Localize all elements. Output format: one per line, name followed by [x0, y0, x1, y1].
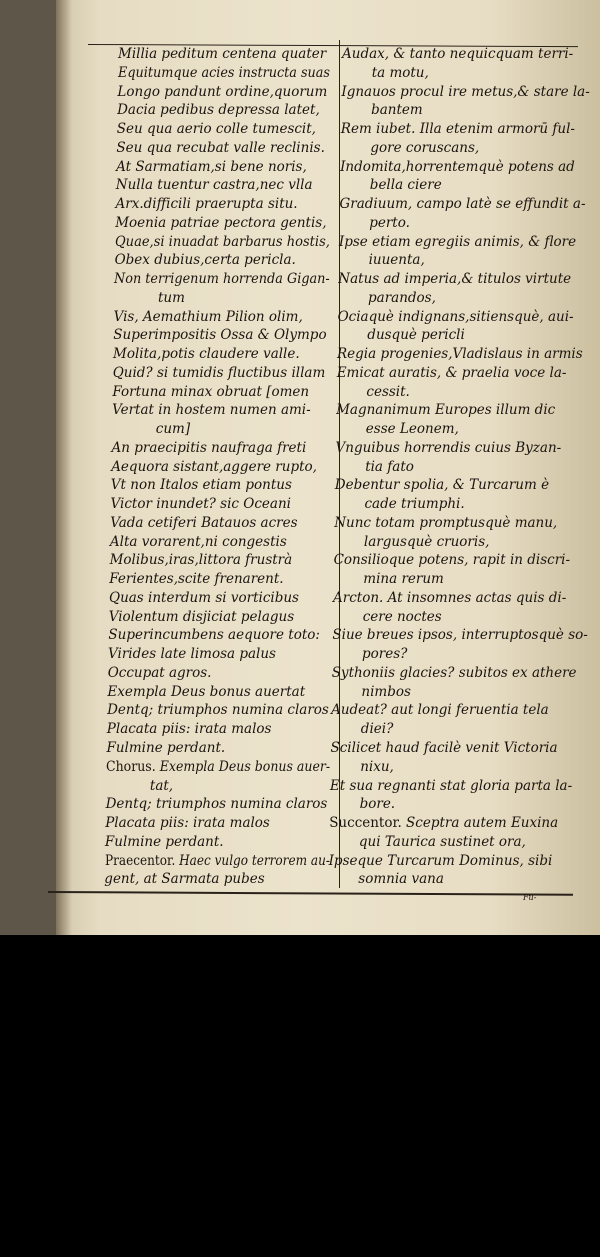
verse-line: Dentq; triumphos numina claros: [107, 702, 329, 719]
verse-line: Superincumbens aequore toto:: [108, 627, 320, 644]
verse-line: Magnanimum Europes illum dic: [336, 402, 556, 419]
verse-line: gore coruscans,: [370, 139, 480, 156]
verse-line: Consilioque potens, rapit in discri-: [333, 552, 571, 569]
verse-line: Fulmine perdant.: [106, 740, 226, 756]
catchword: Fu-: [523, 893, 537, 902]
verse-line: Fulmine perdant.: [104, 833, 224, 850]
verse-line: bore.: [359, 796, 396, 813]
verse-line: Molita,potis claudere valle.: [113, 346, 300, 363]
verse-line: diei?: [360, 721, 394, 738]
verse-line: iuuenta,: [368, 252, 425, 269]
verse-line: Sythoniis glacies? subitos ex athere: [331, 664, 577, 681]
verse-line: Virides late limosa palus: [108, 646, 276, 663]
verse-line: Et sua regnanti stat gloria parta la-: [329, 777, 573, 794]
verse-line: Placata piis: irata malos: [105, 815, 270, 831]
verse-line: Equitumque acies instructa suas: [117, 64, 330, 81]
verse-line: Longo pandunt ordine,quorum: [117, 83, 328, 100]
verse-line: Moenia patriae pectora gentis,: [115, 214, 327, 231]
verse-line: bantem: [371, 102, 423, 119]
verse-line: Ferientes,scite frenarent.: [109, 571, 284, 588]
verse-line: Audeat? aut longi feruentia tela: [331, 702, 549, 719]
verse-line: Vis, Aemathium Pilion olim,: [113, 308, 303, 325]
verse-line: Vnguibus horrendis cuius Byzan-: [335, 439, 562, 456]
verse-line: Vada cetiferi Batauos acres: [110, 514, 298, 531]
verse-line: Obex dubius,certa pericla.: [114, 252, 296, 269]
verse-line: somnia vana: [358, 871, 444, 888]
verse-line: perto.: [369, 214, 410, 231]
verse-line: Dacia pedibus depressa latet,: [117, 102, 320, 119]
verse-line: Fortuna minax obruat [omen: [112, 383, 310, 400]
verse-line: Victor inundet? sic Oceani: [110, 496, 291, 513]
verse-line: Millia peditum centena quater: [118, 46, 327, 62]
verse-line: Gradiuum, campo latè se effundit a-: [339, 196, 586, 212]
verse-line: bella ciere: [369, 177, 442, 194]
verse-line: Dentq; triumphos numina claros: [105, 796, 328, 813]
verse-line: Audax, & tanto nequicquam terri-: [342, 46, 574, 62]
verse-line: Ipseque Turcarum Dominus, sibi: [328, 852, 553, 869]
verse-line: An praecipitis naufraga freti: [111, 439, 307, 456]
verse-line: Quae,si inuadat barbarus hostis,: [114, 233, 330, 250]
verse-line: Chorus. Exempla Deus bonus auer-: [106, 758, 331, 775]
verse-line: Debentur spolia, & Turcarum è: [334, 477, 550, 494]
verse-line: Vt non Italos etiam pontus: [110, 477, 292, 494]
verse-line: Exempla Deus bonus auertat: [107, 683, 306, 700]
verse-line: At Sarmatiam,si bene noris,: [116, 158, 307, 175]
verse-line: Alta vorarent,ni congestis: [109, 533, 287, 550]
verse-line: Nunc totam promptusquè manu,: [334, 514, 558, 531]
verse-line: Ignauos procul ire metus,& stare la-: [341, 83, 590, 100]
verse-line: tia fato: [365, 458, 414, 475]
verse-line: Praecentor. Haec vulgo terrorem au-: [104, 852, 330, 869]
verse-line: Arcton. At insomnes actas quis di-: [333, 589, 567, 606]
verse-line: nimbos: [361, 683, 411, 700]
verse-line: Ipse etiam egregiis animis, & flore: [338, 233, 577, 250]
verse-line: Superimpositis Ossa & Olympo: [113, 327, 327, 344]
verse-line: esse Leonem,: [365, 421, 459, 438]
verse-line: tat,: [149, 777, 174, 794]
verse-line: Quid? si tumidis fluctibus illam: [112, 364, 326, 381]
verse-line: Siue breues ipsos, interruptosquè so-: [332, 627, 588, 644]
verse-line: Ociaquè indignans,sitiensquè, aui-: [337, 308, 574, 325]
verse-line: tum: [158, 289, 185, 306]
verse-line: Rem iubet. Illa etenim armorū ful-: [340, 121, 575, 137]
verse-line: Succentor. Sceptra autem Euxina: [329, 815, 559, 831]
verse-line: mina rerum: [363, 571, 444, 588]
verse-line: Vertat in hostem numen ami-: [112, 402, 311, 419]
verse-line: cade triumphi.: [364, 496, 465, 513]
verse-line: cere noctes: [362, 608, 442, 625]
verse-line: Indomita,horrentemquè potens ad: [340, 158, 575, 175]
verse-line: Quas interdum si vorticibus: [109, 589, 299, 606]
verse-line: gent, at Sarmata pubes: [104, 871, 265, 888]
verse-line: parandos,: [368, 289, 436, 306]
gutter-shadow: [56, 0, 72, 935]
verse-line: Regia progenies,Vladislaus in armis: [337, 346, 583, 363]
verse-line: nixu,: [360, 758, 394, 775]
verse-line: Violentum disjiciat pelagus: [108, 608, 295, 625]
verse-line: pores?: [362, 646, 408, 663]
verse-line: Arx.difficili praerupta situ.: [115, 196, 298, 212]
verse-line: Occupat agros.: [107, 664, 212, 681]
verse-line: cum]: [155, 421, 191, 438]
verse-line: qui Taurica sustinet ora,: [358, 833, 526, 850]
verse-line: Non terrigenum horrenda Gigan-: [114, 271, 331, 288]
verse-line: Scilicet haud facilè venit Victoria: [330, 740, 558, 756]
verse-line: largusquè cruoris,: [363, 533, 490, 550]
verse-line: Molibus,iras,littora frustrà: [109, 552, 293, 569]
verse-line: Seu qua aerio colle tumescit,: [116, 121, 316, 137]
verse-line: ta motu,: [371, 64, 429, 81]
verse-line: Emicat auratis, & praelia voce la-: [336, 364, 567, 381]
verse-line: Natus ad imperia,& titulos virtute: [338, 271, 572, 288]
verse-line: dusquè pericli: [367, 327, 465, 344]
verse-line: cessit.: [366, 383, 410, 400]
verse-line: Placata piis: irata malos: [106, 721, 272, 738]
verse-line: Aequora sistant,aggere rupto,: [111, 458, 317, 475]
verse-line: Nulla tuentur castra,nec vlla: [115, 177, 313, 194]
verse-line: Seu qua recubat valle reclinis.: [116, 139, 325, 156]
